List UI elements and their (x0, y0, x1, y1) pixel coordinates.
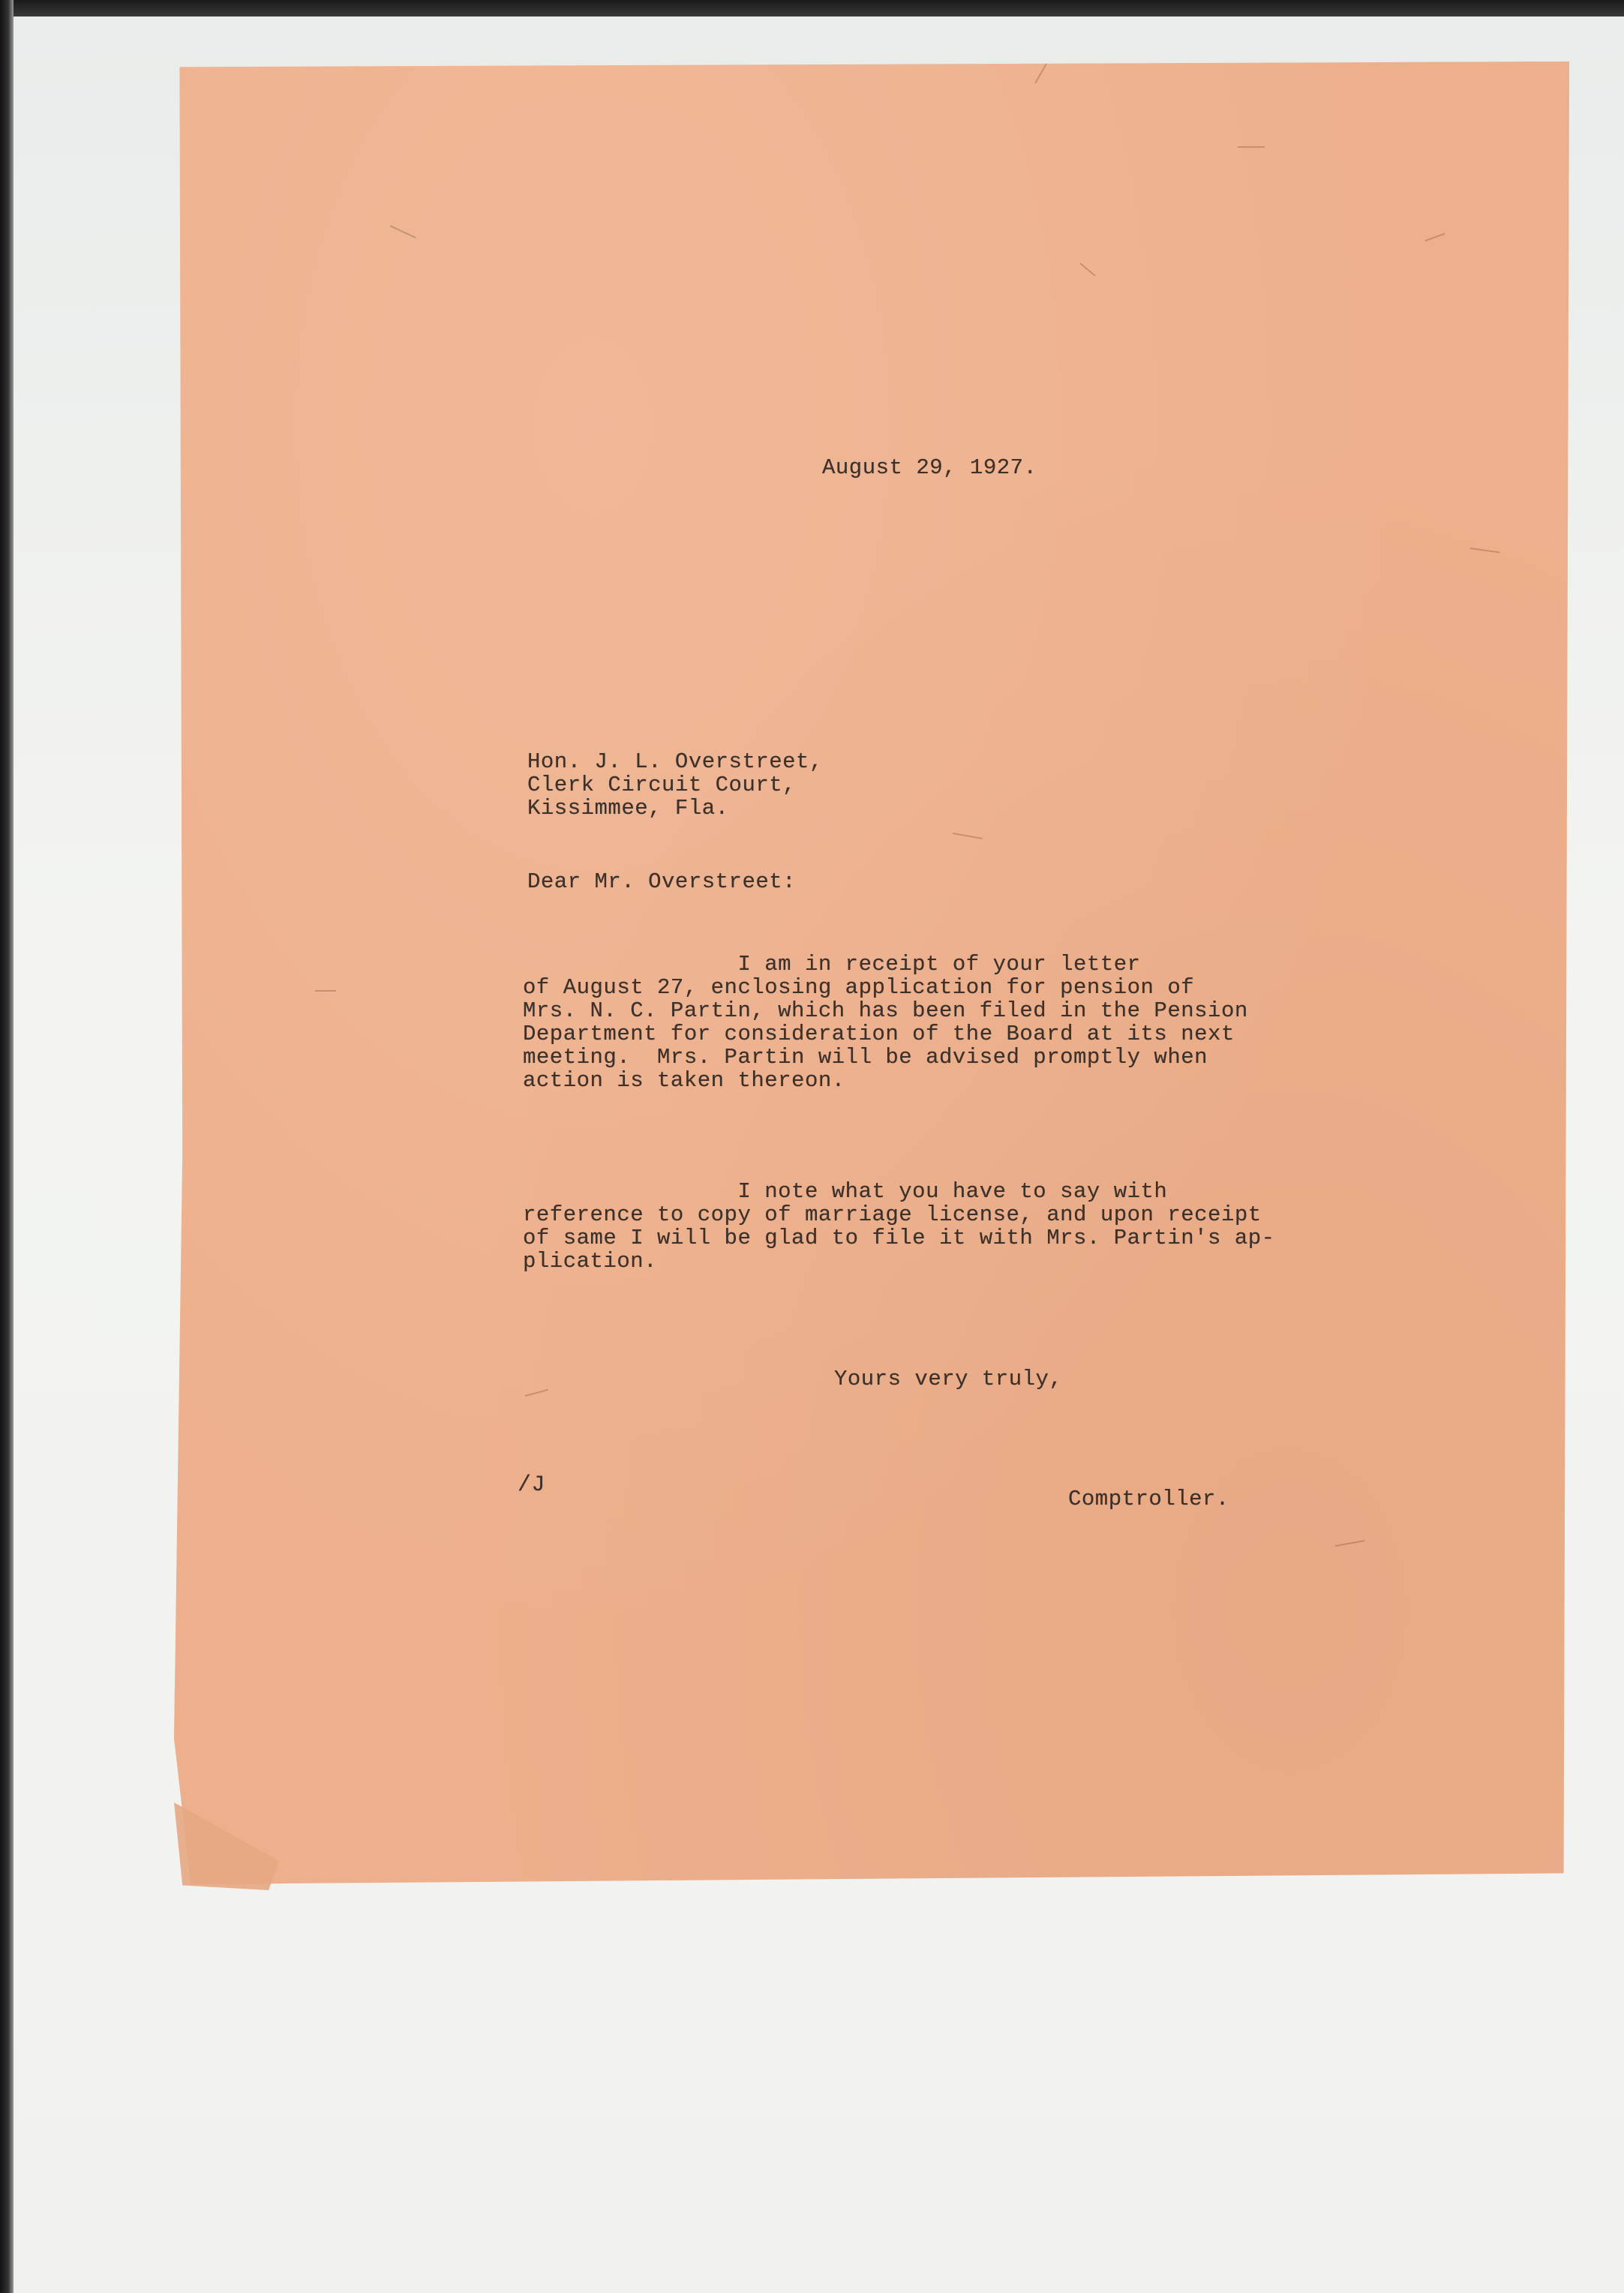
scanner-frame-top (0, 0, 1624, 17)
paragraph-line: meeting. Mrs. Partin will be advised promptly when (523, 1045, 1208, 1070)
paper-fiber (1238, 146, 1265, 148)
paragraph-line: I note what you have to say with (523, 1179, 1168, 1204)
paragraph-line: reference to copy of marriage license, and upon receipt (523, 1202, 1262, 1227)
body-paragraph-2 (523, 1180, 1275, 1273)
paragraph-line: of same I will be glad to file it with Mrs. Partin's ap- (523, 1226, 1275, 1250)
paragraph-line: Department for consideration of the Board at its next (523, 1022, 1235, 1046)
paragraph-line: action is taken thereon. (523, 1068, 845, 1093)
paragraph-line: I am in receipt of your letter (523, 952, 1141, 977)
salutation: Dear Mr. Overstreet: (527, 869, 797, 894)
letter-date: August 29, 1927. (822, 455, 1037, 480)
recipient-line-2: Clerk Circuit Court, (527, 773, 797, 797)
typist-initials: /J (518, 1472, 546, 1498)
paragraph-line: Mrs. N. C. Partin, which has been filed in the Pension (523, 998, 1248, 1023)
recipient-address (527, 750, 823, 820)
complimentary-closing: Yours very truly, (834, 1367, 1063, 1391)
paragraph-line: plication. (523, 1249, 658, 1274)
body-paragraph-1 (523, 953, 1248, 1092)
paragraph-line: of August 27, enclosing application for pension of (523, 975, 1195, 1000)
scanner-frame-left (0, 0, 14, 2293)
recipient-line-1: Hon. J. L. Overstreet, (527, 749, 823, 774)
recipient-line-3: Kissimmee, Fla. (527, 796, 729, 821)
signature-title: Comptroller. (1068, 1487, 1229, 1511)
paper-fiber (315, 990, 336, 992)
